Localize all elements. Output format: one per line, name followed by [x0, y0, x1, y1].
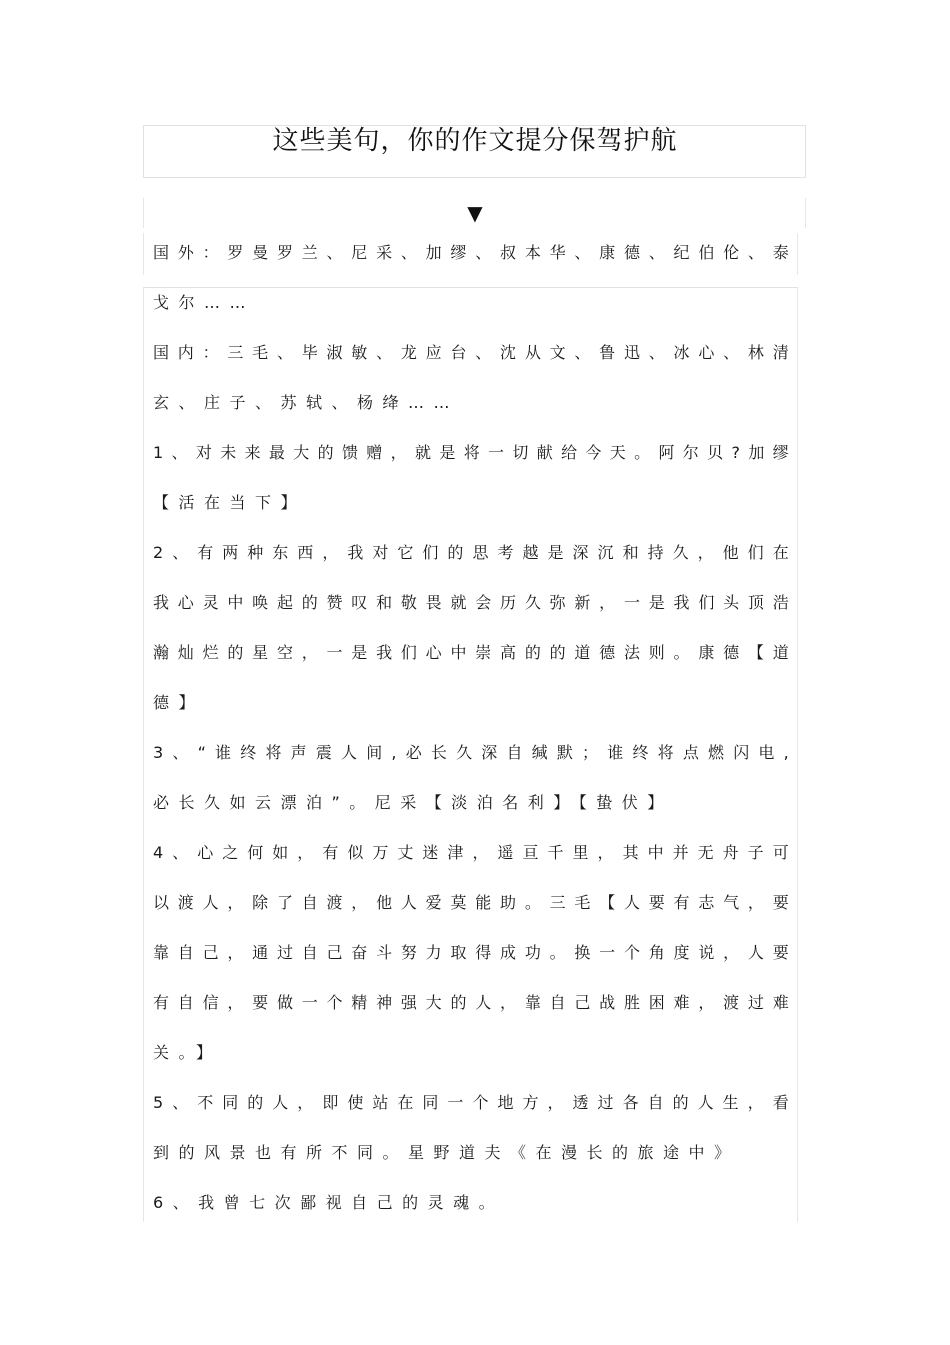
page-title: 这些美句，你的作文提分保驾护航: [272, 126, 678, 156]
text-line: 国外：罗曼罗兰、尼采、加缪、叔本华、康德、纪伯伦、泰: [153, 243, 789, 262]
text-line: 2、有两种东西，我对它们的思考越是深沉和持久，他们在: [153, 543, 789, 562]
text-line: 【活在当下】: [153, 493, 307, 512]
text-line: 5、不同的人，即使站在同一个地方，透过各自的人生，看: [153, 1093, 789, 1112]
text-line: 德】: [153, 693, 205, 712]
text-line: 必长久如云漂泊”。尼采【淡泊名利】【蛰伏】: [153, 793, 673, 812]
text-line: 以渡人，除了自渡，他人爱莫能助。三毛【人要有志气，要: [153, 893, 789, 912]
text-line: 戈尔……: [153, 293, 256, 312]
text-line: 有自信，要做一个精神强大的人，靠自己战胜困难，渡过难: [153, 993, 789, 1012]
text-line: 3、“谁终将声震人间,必长久深自缄默；谁终将点燃闪电,: [153, 743, 789, 762]
text-line: 国内：三毛、毕淑敏、龙应台、沈从文、鲁迅、冰心、林清: [153, 343, 789, 362]
text-line: 关。】: [153, 1043, 222, 1062]
text-line: 靠自己，通过自己奋斗努力取得成功。换一个角度说，人要: [153, 943, 789, 962]
article-body: [153, 228, 789, 1228]
text-line: 我心灵中唤起的赞叹和敬畏就会历久弥新，一是我们头顶浩: [153, 593, 789, 612]
text-line: 6、我曾七次鄙视自己的灵魂。: [153, 1193, 505, 1212]
text-line: 玄、庄子、苏轼、杨绛……: [153, 393, 460, 412]
down-arrow-icon: ▼: [467, 201, 483, 225]
text-line: 4、心之何如，有似万丈迷津，遥亘千里，其中并无舟子可: [153, 843, 789, 862]
text-line: 1、对未来最大的馈赠，就是将一切献给今天。阿尔贝?加缪: [153, 443, 789, 462]
text-line: 到的风景也有所不同。星野道夫《在漫长的旅途中》: [153, 1143, 740, 1162]
text-line: 瀚灿烂的星空，一是我们心中崇高的的道德法则。康德【道: [153, 643, 789, 662]
